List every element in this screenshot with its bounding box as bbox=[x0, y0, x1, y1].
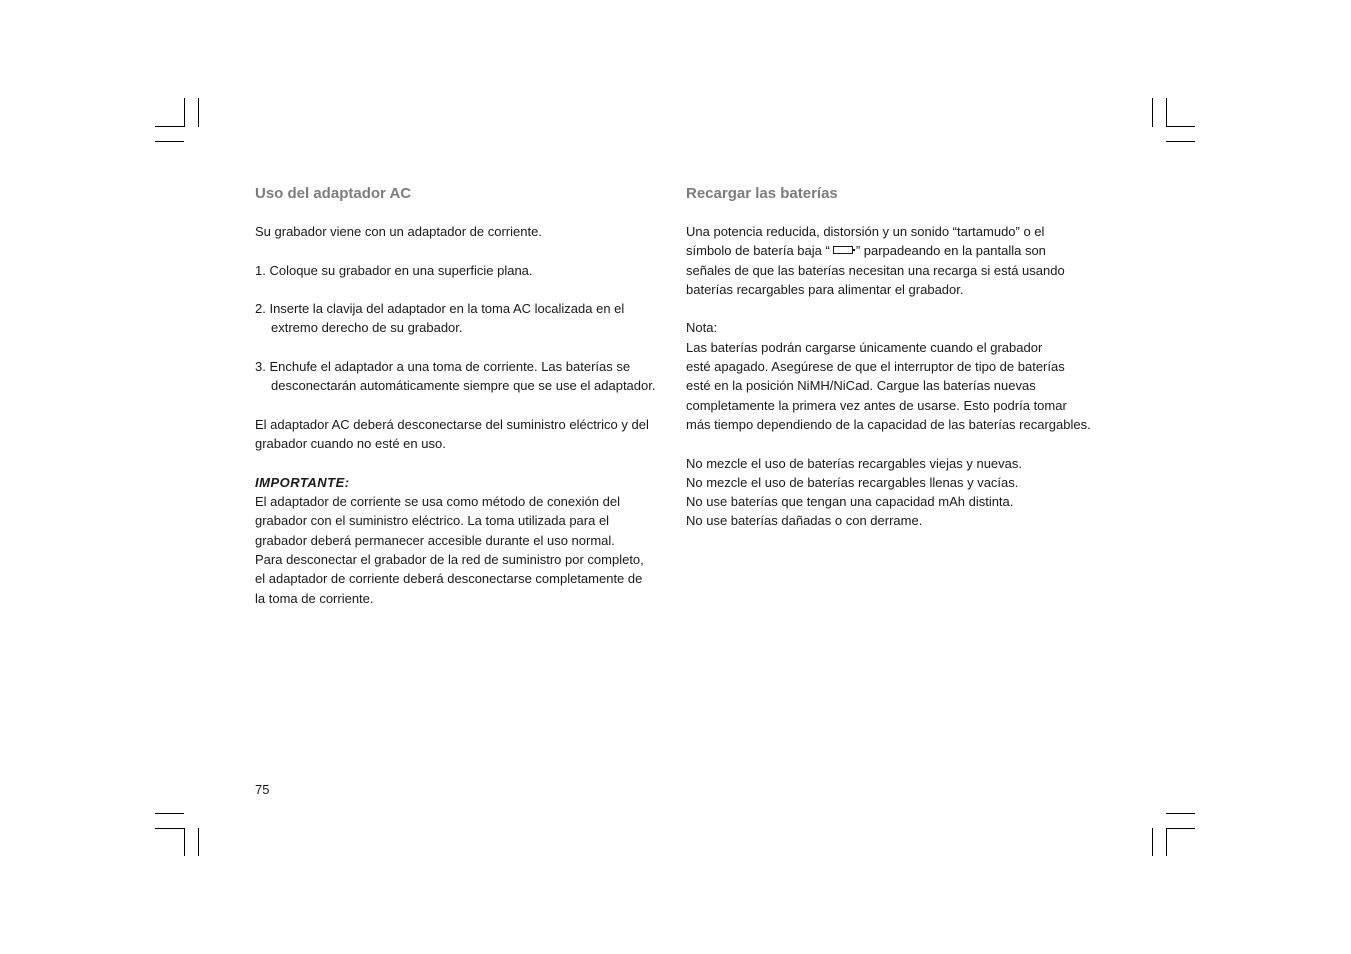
step-2-cont: extremo derecho de su grabador. bbox=[271, 320, 463, 336]
left-column bbox=[255, 184, 670, 608]
recharge-text bbox=[686, 241, 1106, 260]
note-label: Nota: bbox=[686, 320, 718, 336]
crop-mark bbox=[1166, 828, 1195, 829]
crop-mark bbox=[1166, 141, 1195, 142]
important-line: Para desconectar el grabador de la red de suministro por completo, bbox=[255, 552, 644, 568]
recharge-text: Una potencia reducida, distorsión y un sonido “tartamudo” o el bbox=[686, 224, 1045, 239]
disconnect-text: El adaptador AC deberá desconectarse del suministro eléctrico y del bbox=[255, 416, 649, 432]
section-title-recharge: Recargar las baterías bbox=[686, 185, 838, 202]
note-line: esté apagado. Asegúrese de que el interruptor de tipo de baterías bbox=[686, 359, 1065, 375]
note-line: completamente la primera vez antes de usarse. Esto podría tomar bbox=[686, 397, 1067, 413]
recharge-text: señales de que las baterías necesitan una recarga si está usando bbox=[686, 262, 1065, 278]
recharge-text-part: símbolo de batería baja “ bbox=[686, 243, 830, 259]
warning-line: No mezcle el uso de baterías recargables viejas y nuevas. bbox=[686, 455, 1023, 471]
crop-mark bbox=[1166, 98, 1167, 127]
crop-mark bbox=[1166, 813, 1195, 814]
warning-line: No use baterías dañadas o con derrame. bbox=[686, 513, 923, 529]
crop-mark bbox=[155, 813, 184, 814]
important-line: El adaptador de corriente se usa como método de conexión del bbox=[255, 494, 620, 510]
right-column bbox=[686, 184, 1106, 531]
step-3: 3. Enchufe el adaptador a una toma de corriente. Las baterías se bbox=[255, 359, 631, 375]
important-line: la toma de corriente. bbox=[255, 590, 374, 606]
crop-mark bbox=[1166, 126, 1195, 127]
page-number: 75 bbox=[255, 782, 270, 797]
crop-mark bbox=[198, 98, 199, 127]
step-3-cont: desconectarán automáticamente siempre que se use el adaptador. bbox=[271, 378, 656, 394]
crop-mark bbox=[1152, 828, 1153, 856]
warning-line: No use baterías que tengan una capacidad mAh distinta. bbox=[686, 494, 1014, 510]
recharge-text: baterías recargables para alimentar el grabador. bbox=[686, 281, 964, 297]
step-1: 1. Coloque su grabador en una superficie plana. bbox=[255, 262, 533, 278]
crop-mark bbox=[155, 828, 184, 829]
section-title-ac-adapter: Uso del adaptador AC bbox=[255, 185, 412, 202]
important-label: IMPORTANTE: bbox=[255, 474, 350, 490]
important-line: el adaptador de corriente deberá desconectarse completamente de bbox=[255, 571, 643, 587]
intro-text: Su grabador viene con un adaptador de corriente. bbox=[255, 224, 542, 239]
crop-mark bbox=[198, 828, 199, 856]
crop-mark bbox=[184, 98, 185, 127]
note-line: más tiempo dependiendo de la capacidad de las baterías recargables. bbox=[686, 416, 1091, 432]
crop-mark bbox=[1152, 98, 1153, 127]
recharge-text-part: ” parpadeando en la pantalla son bbox=[855, 243, 1046, 259]
crop-mark bbox=[155, 126, 184, 127]
note-line: esté en la posición NiMH/NiCad. Cargue las baterías nuevas bbox=[686, 378, 1036, 394]
disconnect-text-cont: grabador cuando no esté en uso. bbox=[255, 436, 446, 452]
step-2: 2. Inserte la clavija del adaptador en la toma AC localizada en el bbox=[255, 301, 625, 317]
crop-mark bbox=[184, 828, 185, 856]
crop-mark bbox=[155, 141, 184, 142]
crop-mark bbox=[1166, 828, 1167, 856]
important-line: grabador deberá permanecer accesible durante el uso normal. bbox=[255, 532, 615, 548]
warning-line: No mezcle el uso de baterías recargables llenas y vacías. bbox=[686, 474, 1019, 490]
important-line: grabador con el suministro eléctrico. La toma utilizada para el bbox=[255, 513, 610, 529]
note-line: Las baterías podrán cargarse únicamente cuando el grabador bbox=[686, 339, 1043, 355]
low-battery-icon bbox=[833, 246, 853, 254]
